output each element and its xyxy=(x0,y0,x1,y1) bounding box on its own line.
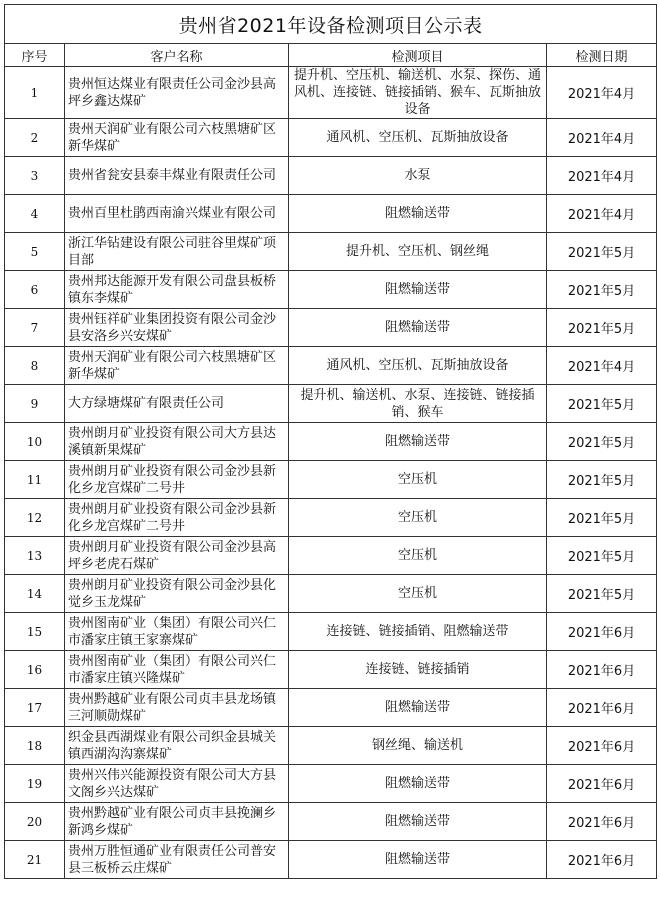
row-number: 2 xyxy=(5,119,65,157)
table-row xyxy=(5,651,657,689)
inspection-date: 2021年4月 xyxy=(547,347,657,385)
table-row xyxy=(5,119,657,157)
inspection-items: 阻燃输送带 xyxy=(289,803,547,841)
table-row xyxy=(5,309,657,347)
client-name: 贵州朗月矿业投资有限公司金沙县高坪乡老虎石煤矿 xyxy=(65,537,289,575)
table-row xyxy=(5,689,657,727)
inspection-items: 阻燃输送带 xyxy=(289,309,547,347)
client-name: 贵州百里杜鹃西南渝兴煤业有限公司 xyxy=(65,195,289,233)
row-number: 12 xyxy=(5,499,65,537)
inspection-date: 2021年6月 xyxy=(547,841,657,879)
table-row xyxy=(5,841,657,879)
inspection-items: 通风机、空压机、瓦斯抽放设备 xyxy=(289,347,547,385)
client-name: 贵州兴伟兴能源投资有限公司大方县文阁乡兴达煤矿 xyxy=(65,765,289,803)
header-date: 检测日期 xyxy=(547,44,657,67)
client-name: 贵州省瓮安县泰丰煤业有限责任公司 xyxy=(65,157,289,195)
inspection-date: 2021年6月 xyxy=(547,765,657,803)
row-number: 21 xyxy=(5,841,65,879)
row-number: 14 xyxy=(5,575,65,613)
client-name: 贵州朗月矿业投资有限公司大方县达溪镇新果煤矿 xyxy=(65,423,289,461)
inspection-date: 2021年5月 xyxy=(547,423,657,461)
table-title: 贵州省2021年设备检测项目公示表 xyxy=(5,5,657,44)
document-page xyxy=(4,4,656,902)
row-number: 3 xyxy=(5,157,65,195)
inspection-items: 阻燃输送带 xyxy=(289,689,547,727)
inspection-date: 2021年5月 xyxy=(547,499,657,537)
client-name: 大方绿塘煤矿有限责任公司 xyxy=(65,385,289,423)
header-row xyxy=(5,44,657,67)
inspection-items: 连接链、链接插销、阻燃输送带 xyxy=(289,613,547,651)
client-name: 贵州图南矿业（集团）有限公司兴仁市潘家庄镇兴隆煤矿 xyxy=(65,651,289,689)
client-name: 贵州天润矿业有限公司六枝黑塘矿区新华煤矿 xyxy=(65,119,289,157)
inspection-date: 2021年4月 xyxy=(547,195,657,233)
client-name: 织金县西湖煤业有限公司织金县城关镇西湖沟沟寨煤矿 xyxy=(65,727,289,765)
table-row xyxy=(5,233,657,271)
row-number: 15 xyxy=(5,613,65,651)
row-number: 11 xyxy=(5,461,65,499)
client-name: 贵州黔越矿业有限公司贞丰县龙场镇三河顺勋煤矿 xyxy=(65,689,289,727)
row-number: 7 xyxy=(5,309,65,347)
inspection-date: 2021年5月 xyxy=(547,233,657,271)
inspection-date: 2021年4月 xyxy=(547,119,657,157)
inspection-date: 2021年5月 xyxy=(547,385,657,423)
client-name: 贵州朗月矿业投资有限公司金沙县新化乡龙宫煤矿二号井 xyxy=(65,499,289,537)
inspection-date: 2021年4月 xyxy=(547,157,657,195)
inspection-date: 2021年5月 xyxy=(547,309,657,347)
table-row xyxy=(5,461,657,499)
row-number: 1 xyxy=(5,67,65,119)
inspection-items: 空压机 xyxy=(289,461,547,499)
inspection-date: 2021年6月 xyxy=(547,613,657,651)
client-name: 浙江华钻建设有限公司驻谷里煤矿项目部 xyxy=(65,233,289,271)
inspection-items: 通风机、空压机、瓦斯抽放设备 xyxy=(289,119,547,157)
inspection-date: 2021年6月 xyxy=(547,727,657,765)
inspection-items: 水泵 xyxy=(289,157,547,195)
client-name: 贵州邦达能源开发有限公司盘县板桥镇东李煤矿 xyxy=(65,271,289,309)
client-name: 贵州图南矿业（集团）有限公司兴仁市潘家庄镇王家寨煤矿 xyxy=(65,613,289,651)
row-number: 18 xyxy=(5,727,65,765)
row-number: 6 xyxy=(5,271,65,309)
inspection-items: 阻燃输送带 xyxy=(289,423,547,461)
inspection-items: 提升机、空压机、钢丝绳 xyxy=(289,233,547,271)
table-row xyxy=(5,613,657,651)
inspection-items: 阻燃输送带 xyxy=(289,841,547,879)
table-row xyxy=(5,347,657,385)
inspection-date: 2021年5月 xyxy=(547,271,657,309)
row-number: 9 xyxy=(5,385,65,423)
table-row xyxy=(5,727,657,765)
inspection-date: 2021年5月 xyxy=(547,461,657,499)
table-row xyxy=(5,195,657,233)
row-number: 16 xyxy=(5,651,65,689)
inspection-date: 2021年6月 xyxy=(547,803,657,841)
row-number: 19 xyxy=(5,765,65,803)
header-client: 客户名称 xyxy=(65,44,289,67)
table-row xyxy=(5,385,657,423)
table-row xyxy=(5,423,657,461)
row-number: 20 xyxy=(5,803,65,841)
client-name: 贵州钰祥矿业集团投资有限公司金沙县安洛乡兴安煤矿 xyxy=(65,309,289,347)
client-name: 贵州天润矿业有限公司六枝黑塘矿区新华煤矿 xyxy=(65,347,289,385)
table-row xyxy=(5,803,657,841)
header-no: 序号 xyxy=(5,44,65,67)
inspection-items: 空压机 xyxy=(289,499,547,537)
row-number: 8 xyxy=(5,347,65,385)
client-name: 贵州朗月矿业投资有限公司金沙县化觉乡玉龙煤矿 xyxy=(65,575,289,613)
inspection-date: 2021年6月 xyxy=(547,651,657,689)
table-row xyxy=(5,765,657,803)
inspection-date: 2021年5月 xyxy=(547,537,657,575)
table-row xyxy=(5,575,657,613)
inspection-items: 空压机 xyxy=(289,537,547,575)
inspection-items: 阻燃输送带 xyxy=(289,271,547,309)
inspection-items: 阻燃输送带 xyxy=(289,195,547,233)
inspection-items: 连接链、链接插销 xyxy=(289,651,547,689)
inspection-date: 2021年5月 xyxy=(547,575,657,613)
client-name: 贵州朗月矿业投资有限公司金沙县新化乡龙宫煤矿二号井 xyxy=(65,461,289,499)
table-row xyxy=(5,537,657,575)
row-number: 5 xyxy=(5,233,65,271)
row-number: 10 xyxy=(5,423,65,461)
table-row xyxy=(5,67,657,119)
header-items: 检测项目 xyxy=(289,44,547,67)
inspection-items: 提升机、空压机、输送机、水泵、探伤、通风机、连接链、链接插销、猴车、瓦斯抽放设备 xyxy=(289,67,547,119)
inspection-items: 阻燃输送带 xyxy=(289,765,547,803)
table-row xyxy=(5,271,657,309)
inspection-items: 提升机、输送机、水泵、连接链、链接插销、猴车 xyxy=(289,385,547,423)
inspection-date: 2021年4月 xyxy=(547,67,657,119)
client-name: 贵州万胜恒通矿业有限责任公司普安县三板桥云庄煤矿 xyxy=(65,841,289,879)
inspection-items: 空压机 xyxy=(289,575,547,613)
client-name: 贵州黔越矿业有限公司贞丰县挽澜乡新鸿乡煤矿 xyxy=(65,803,289,841)
row-number: 17 xyxy=(5,689,65,727)
inspection-date: 2021年6月 xyxy=(547,689,657,727)
row-number: 4 xyxy=(5,195,65,233)
table-row xyxy=(5,499,657,537)
client-name: 贵州恒达煤业有限责任公司金沙县高坪乡鑫达煤矿 xyxy=(65,67,289,119)
inspection-items: 钢丝绳、输送机 xyxy=(289,727,547,765)
row-number: 13 xyxy=(5,537,65,575)
table-row xyxy=(5,157,657,195)
inspection-table xyxy=(4,4,657,879)
